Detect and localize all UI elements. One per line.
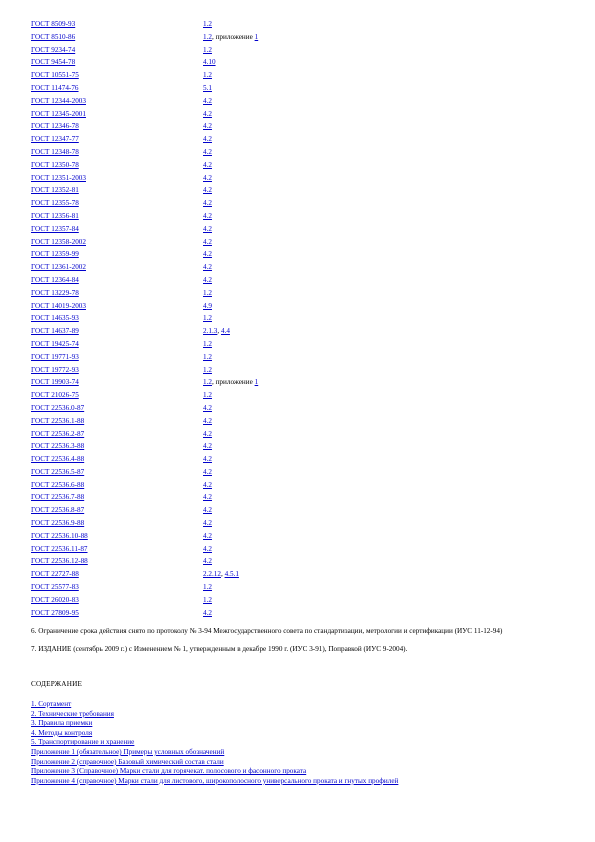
reference-doc-link[interactable]: ГОСТ 22536.11-87 [31,544,88,553]
reference-doc-link[interactable]: ГОСТ 22536.10-88 [31,531,88,540]
reference-doc-link[interactable]: ГОСТ 12348-78 [31,147,79,156]
toc-item[interactable]: 3. Правила приемки [31,719,93,728]
reference-doc-link[interactable]: ГОСТ 14635-93 [31,314,79,323]
reference-row [31,184,571,197]
section-link[interactable]: 4.2 [203,135,212,144]
section-link[interactable]: 4.2 [203,557,212,566]
reference-sections [203,466,212,479]
reference-sections [203,312,212,325]
reference-doc-link[interactable]: ГОСТ 26020-83 [31,595,79,604]
section-link[interactable]: 4.2 [203,147,212,156]
reference-doc-link[interactable]: ГОСТ 12345-2001 [31,109,86,118]
reference-sections [203,594,212,607]
section-link[interactable]: 4.2 [203,275,212,284]
reference-row [31,364,571,377]
reference-sections [203,31,258,44]
section-link[interactable]: 1.2 [203,20,212,28]
section-link[interactable]: 4.2 [203,467,212,476]
reference-row [31,146,571,159]
reference-row [31,56,571,69]
reference-row [31,607,571,620]
reference-row [31,236,571,249]
reference-sections [203,184,212,197]
table-of-contents [31,700,398,786]
reference-row [31,402,571,415]
reference-sections [203,172,212,185]
reference-doc-link[interactable]: ГОСТ 12355-78 [31,199,79,208]
reference-sections [203,453,212,466]
reference-doc-link[interactable]: ГОСТ 21026-75 [31,391,79,400]
reference-sections [203,274,212,287]
reference-sections [203,581,212,594]
reference-row [31,44,571,57]
section-link[interactable]: 4.2 [203,199,212,208]
section-link[interactable]: 4.2 [203,480,212,489]
reference-doc-link[interactable]: ГОСТ 11474-76 [31,83,79,92]
reference-sections [203,44,212,57]
section-link[interactable]: 4.2 [203,608,212,617]
reference-doc-link[interactable]: ГОСТ 14019-2003 [31,301,86,310]
reference-sections [203,351,212,364]
references-table [31,18,571,619]
section-link[interactable]: 1.2 [203,288,212,297]
reference-sections [203,133,212,146]
section-link[interactable]: 4.2 [203,224,212,233]
section-link[interactable]: 2.2.12 [203,570,221,579]
toc-item[interactable]: Приложение 2 (справочное) Базовый химический состав стали [31,757,224,766]
reference-doc-link[interactable]: ГОСТ 10551-75 [31,71,79,80]
notes-section [31,626,571,662]
reference-row [31,18,571,31]
reference-doc-link[interactable]: ГОСТ 22727-88 [31,570,79,579]
reference-sections [203,261,212,274]
reference-row [31,248,571,261]
reference-sections [203,325,230,338]
reference-row [31,338,571,351]
reference-sections [203,95,212,108]
reference-sections [203,479,212,492]
reference-row [31,325,571,338]
reference-sections [203,223,212,236]
reference-sections [203,543,212,556]
reference-doc-link[interactable]: ГОСТ 13229-78 [31,288,79,297]
reference-row [31,351,571,364]
section-link[interactable]: 4.2 [203,160,212,169]
section-link[interactable]: 1.2 [203,583,212,592]
reference-row [31,517,571,530]
toc-title: СОДЕРЖАНИЕ [31,680,83,688]
section-link[interactable]: 4.10 [203,58,216,67]
reference-sections [203,376,258,389]
section-link[interactable]: 4.2 [203,455,212,464]
reference-row [31,415,571,428]
reference-doc-link[interactable]: ГОСТ 22536.5-87 [31,467,85,476]
reference-row [31,479,571,492]
reference-sections [203,159,212,172]
reference-row [31,504,571,517]
section-link[interactable]: 1.2 [203,595,212,604]
section-link[interactable]: 1.2 [203,391,212,400]
reference-sections [203,236,212,249]
section-link[interactable]: 4.2 [203,531,212,540]
reference-doc-link[interactable]: ГОСТ 22536.9-88 [31,519,85,528]
reference-row [31,312,571,325]
reference-row [31,95,571,108]
reference-sections [203,287,212,300]
section-link[interactable]: 1.2 [203,378,212,387]
appendix-label: приложение [215,378,255,387]
reference-row [31,287,571,300]
appendix-label: приложение [215,32,255,41]
section-link[interactable]: 4.2 [203,173,212,182]
reference-sections [203,530,212,543]
section-link[interactable]: 4.2 [203,109,212,118]
reference-sections [203,428,212,441]
reference-sections [203,197,212,210]
reference-sections [203,210,212,223]
section-link[interactable]: 2.1.3 [203,327,218,336]
reference-row [31,261,571,274]
reference-row [31,555,571,568]
reference-doc-link[interactable]: ГОСТ 12357-84 [31,224,79,233]
reference-doc-link[interactable]: ГОСТ 12364-84 [31,275,79,284]
section-link[interactable]: 1.2 [203,71,212,80]
section-separator: , [211,378,216,387]
reference-doc-link[interactable]: ГОСТ 12344-2003 [31,96,86,105]
section-link[interactable]: 4.9 [203,301,212,310]
section-link[interactable]: 4.4 [220,327,230,336]
reference-row [31,274,571,287]
note-item-6: 6. Ограничение срока действия снято по протоколу № 3-94 Межгосударственного совета по стандартизации, метрологии и сертификации (ИУС 11-12-94) [31,627,503,635]
section-link[interactable]: 1.2 [203,314,212,323]
reference-row [31,594,571,607]
reference-doc-link[interactable]: ГОСТ 12346-78 [31,122,79,131]
section-link[interactable]: 1.2 [203,45,212,54]
reference-row [31,120,571,133]
reference-row [31,300,571,313]
section-link[interactable]: 4.2 [203,442,212,451]
reference-sections [203,504,212,517]
reference-doc-link[interactable]: ГОСТ 19772-93 [31,365,79,374]
reference-row [31,197,571,210]
reference-row [31,568,571,581]
reference-row [31,428,571,441]
reference-row [31,530,571,543]
reference-doc-link[interactable]: ГОСТ 12361-2002 [31,263,86,272]
toc-item[interactable]: 1. Сортамент [31,700,72,708]
reference-sections [203,555,212,568]
reference-row [31,69,571,82]
section-link[interactable]: 1.2 [203,339,212,348]
reference-doc-link[interactable]: ГОСТ 25577-83 [31,583,79,592]
reference-row [31,453,571,466]
reference-row [31,543,571,556]
reference-doc-link[interactable]: ГОСТ 12351-2003 [31,173,86,182]
reference-row [31,376,571,389]
reference-row [31,440,571,453]
toc-item[interactable]: Приложение 1 (обязательное) Примеры условных обозначений [31,747,225,756]
appendix-link[interactable]: 1 [254,378,259,387]
section-link[interactable]: 4.5.1 [224,570,239,579]
section-link[interactable]: 4.2 [203,250,212,259]
section-separator: , [220,570,225,579]
reference-doc-link[interactable]: ГОСТ 22536.0-87 [31,403,85,412]
reference-doc-link[interactable]: ГОСТ 9454-78 [31,58,76,67]
section-link[interactable]: 4.2 [203,122,212,131]
section-link[interactable]: 4.2 [203,186,212,195]
section-link[interactable]: 4.2 [203,429,212,438]
reference-row [31,108,571,121]
section-link[interactable]: 4.2 [203,493,212,502]
reference-doc-link[interactable]: ГОСТ 12358-2002 [31,237,86,246]
section-link[interactable]: 4.2 [203,416,212,425]
reference-doc-link[interactable]: ГОСТ 14637-89 [31,327,79,336]
reference-sections [203,18,212,31]
reference-doc-link[interactable]: ГОСТ 12356-81 [31,211,79,220]
section-link[interactable]: 4.2 [203,263,212,272]
section-link[interactable]: 1.2 [203,352,212,361]
reference-doc-link[interactable]: ГОСТ 9234-74 [31,45,76,54]
reference-sections [203,146,212,159]
reference-sections [203,607,212,620]
reference-doc-link[interactable]: ГОСТ 22536.6-88 [31,480,85,489]
reference-sections [203,120,212,133]
reference-sections [203,82,212,95]
reference-doc-link[interactable]: ГОСТ 27809-95 [31,608,79,617]
toc-item[interactable]: 5. Транспортирование и хранение [31,738,135,747]
section-link[interactable]: 1.2 [203,365,212,374]
reference-row [31,31,571,44]
section-link[interactable]: 4.2 [203,403,212,412]
toc-item[interactable]: 2. Технические требования [31,709,114,718]
reference-doc-link[interactable]: ГОСТ 8510-86 [31,32,76,41]
reference-doc-link[interactable]: ГОСТ 12350-78 [31,160,79,169]
reference-doc-link[interactable]: ГОСТ 12352-81 [31,186,79,195]
reference-row [31,210,571,223]
reference-row [31,581,571,594]
toc-item[interactable]: 4. Методы контроля [31,728,93,737]
reference-doc-link[interactable]: ГОСТ 19425-74 [31,339,79,348]
reference-row [31,82,571,95]
reference-row [31,223,571,236]
reference-doc-link[interactable]: ГОСТ 22536.1-88 [31,416,85,425]
section-link[interactable]: 4.2 [203,506,212,515]
reference-doc-link[interactable]: ГОСТ 12347-77 [31,135,79,144]
reference-doc-link[interactable]: ГОСТ 19771-93 [31,352,79,361]
reference-sections [203,69,212,82]
reference-sections [203,517,212,530]
reference-sections [203,300,212,313]
section-separator: , [211,32,216,41]
reference-sections [203,56,216,69]
reference-doc-link[interactable]: ГОСТ 22536.8-87 [31,506,85,515]
toc-item[interactable]: Приложение 3 (Справочное) Марки стали для горячекат. полосового и фасонного проката [31,767,307,776]
reference-row [31,491,571,504]
reference-sections [203,568,239,581]
reference-doc-link[interactable]: ГОСТ 8509-93 [31,20,76,28]
reference-row [31,389,571,402]
reference-sections [203,402,212,415]
toc-item[interactable]: Приложение 4 (справочное) Марки стали для листового, широкополосного универсального проката и гнутых профилей [31,776,399,785]
section-link[interactable]: 4.2 [203,237,212,246]
section-link[interactable]: 4.2 [203,544,212,553]
section-link[interactable]: 1.2 [203,32,212,41]
reference-row [31,159,571,172]
reference-sections [203,415,212,428]
reference-sections [203,491,212,504]
appendix-link[interactable]: 1 [254,32,259,41]
reference-sections [203,108,212,121]
reference-doc-link[interactable]: ГОСТ 19903-74 [31,378,79,387]
section-link[interactable]: 4.2 [203,96,212,105]
note-item-7: 7. ИЗДАНИЕ (сентябрь 2009 г.) с Изменением № 1, утвержденным в декабре 1990 г. (ИУС 3-91), Поправкой (ИУС 9-2004). [31,645,408,653]
reference-sections [203,364,212,377]
reference-sections [203,440,212,453]
reference-doc-link[interactable]: ГОСТ 12359-99 [31,250,79,259]
section-link[interactable]: 5.1 [203,83,212,92]
reference-row [31,172,571,185]
reference-sections [203,389,212,402]
reference-doc-link[interactable]: ГОСТ 22536.7-88 [31,493,85,502]
reference-doc-link[interactable]: ГОСТ 22536.2-87 [31,429,85,438]
section-link[interactable]: 4.2 [203,211,212,220]
reference-doc-link[interactable]: ГОСТ 22536.3-88 [31,442,85,451]
reference-doc-link[interactable]: ГОСТ 22536.12-88 [31,557,88,566]
reference-sections [203,248,212,261]
reference-sections [203,338,212,351]
section-separator: , [217,327,221,336]
section-link[interactable]: 4.2 [203,519,212,528]
reference-row [31,133,571,146]
reference-doc-link[interactable]: ГОСТ 22536.4-88 [31,455,85,464]
reference-row [31,466,571,479]
